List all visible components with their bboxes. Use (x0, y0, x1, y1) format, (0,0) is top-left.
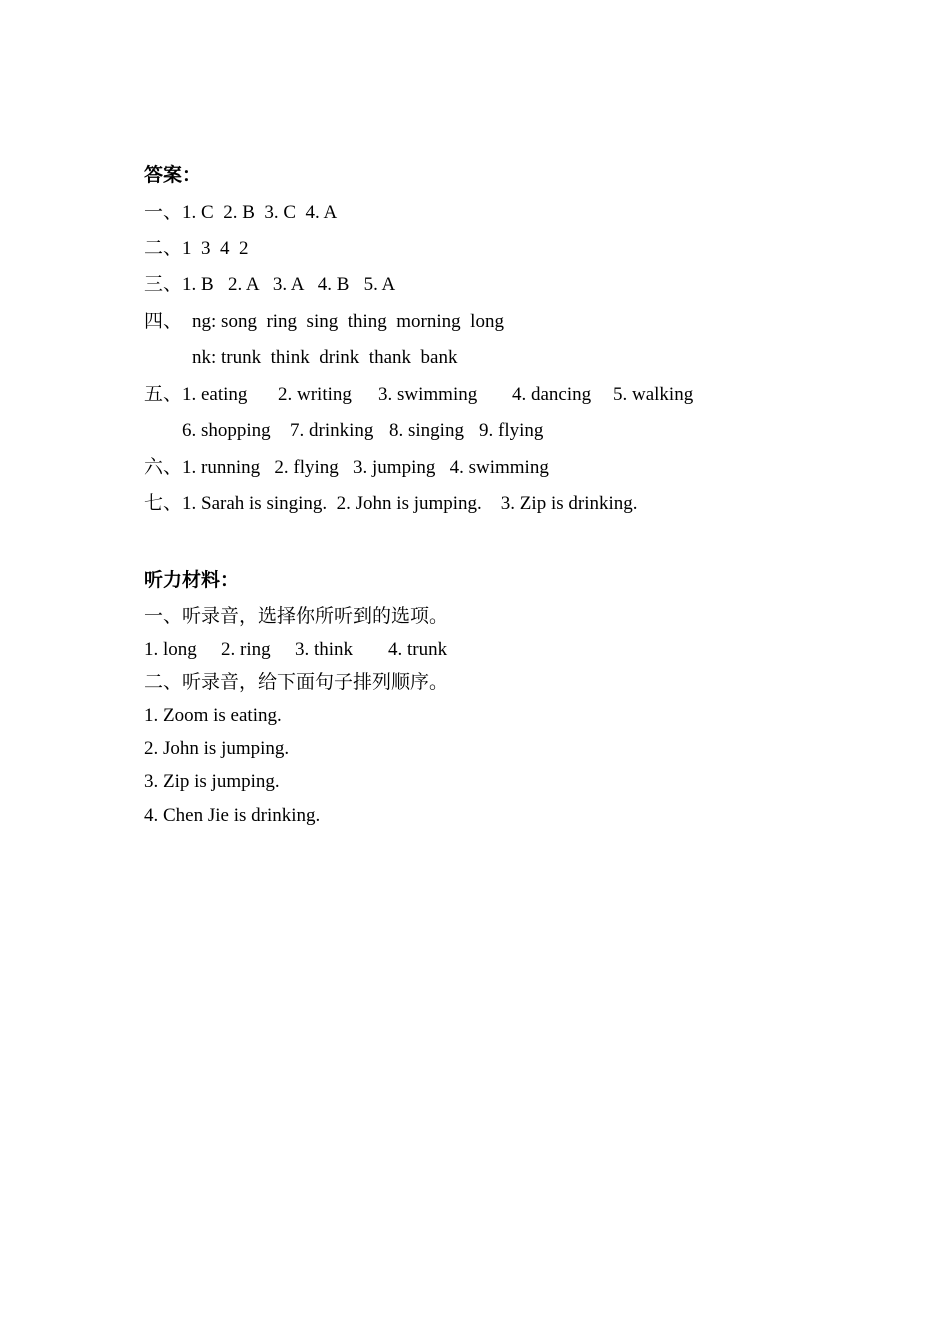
answer-5-item: 4. dancing (512, 384, 592, 405)
answer-5-item: 7. drinking (290, 420, 374, 441)
answer-line-5 (144, 383, 182, 407)
answer-5-item: 3. swimming (378, 384, 478, 405)
answer-5-item: 8. singing (389, 420, 464, 441)
answer-text: 1. running 2. flying 3. jumping 4. swimming (182, 457, 549, 478)
listening-part1-item: 1. long (144, 639, 197, 660)
answer-line-4b: nk: trunk think drink thank bank (192, 347, 458, 368)
answer-5-item: 9. flying (479, 420, 544, 441)
answer-5-item: 2. writing (278, 384, 352, 405)
answer-5-item: 5. walking (613, 384, 694, 405)
section-number: 五、 (144, 384, 183, 405)
section-number: 七、 (144, 493, 183, 514)
answers-heading: 答案： (144, 165, 202, 186)
answer-line-4 (144, 310, 504, 334)
section-number: 四、 (144, 311, 183, 332)
listening-part1-item: 3. think (295, 639, 354, 660)
listening-part2-item: 1. Zoom is eating. (144, 705, 282, 726)
section-number: 六、 (144, 457, 183, 478)
listening-part2-item: 3. Zip is jumping. (144, 771, 280, 792)
listening-part2-item: 2. John is jumping. (144, 738, 290, 759)
section-number: 二、 (144, 238, 183, 259)
answer-5-item: 1. eating (182, 384, 248, 405)
answer-text: 1. C 2. B 3. C 4. A (182, 202, 338, 223)
section-number: 三、 (144, 274, 183, 295)
answer-line-7 (144, 492, 638, 516)
answer-text-ng: ng: song ring sing thing morning long (192, 311, 504, 332)
listening-part2-title: 二、听录音，给下面句子排列顺序。 (144, 672, 449, 693)
answer-line-2 (144, 237, 249, 261)
answer-text: 1 3 4 2 (182, 238, 249, 259)
answer-text: 1. B 2. A 3. A 4. B 5. A (182, 274, 396, 295)
section-number: 一、 (144, 202, 183, 223)
listening-heading: 听力材料： (144, 570, 240, 591)
answer-line-6 (144, 456, 549, 480)
answer-text: 1. Sarah is singing. 2. John is jumping. 3. Zip is drinking. (182, 493, 638, 514)
listening-part2-item: 4. Chen Jie is drinking. (144, 805, 321, 826)
answer-line-3 (144, 273, 395, 297)
listening-part1-item: 2. ring (221, 639, 271, 660)
answer-line-1 (144, 201, 337, 225)
listening-part1-title: 一、听录音，选择你所听到的选项。 (144, 606, 449, 627)
listening-part1-item: 4. trunk (388, 639, 448, 660)
answer-5-item: 6. shopping (182, 420, 271, 441)
